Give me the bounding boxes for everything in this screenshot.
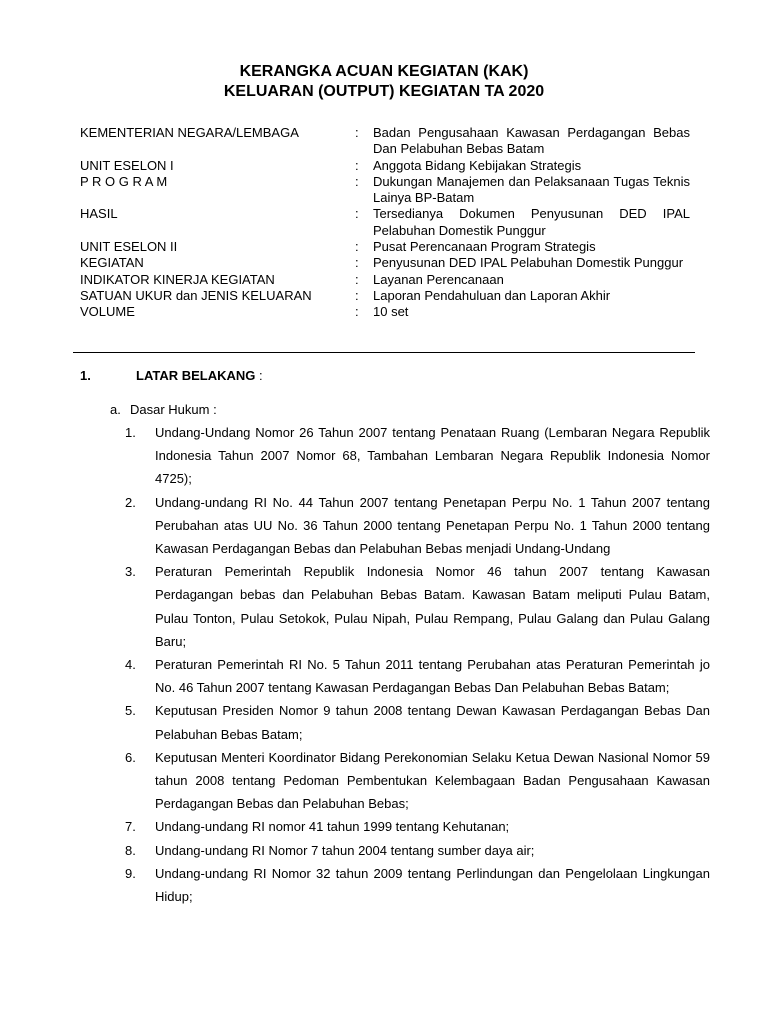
- info-value: Dukungan Manajemen dan Pelaksanaan Tugas Teknis Lainya BP-Batam: [373, 173, 690, 206]
- info-row-kegiatan: [80, 255, 690, 271]
- info-value: Pusat Perencanaan Program Strategis: [373, 239, 596, 255]
- list-item-number: 3.: [125, 564, 136, 580]
- list-item: [125, 839, 710, 862]
- list-item-number: 1.: [125, 425, 136, 440]
- info-label: UNIT ESELON I: [80, 157, 174, 173]
- list-item: [125, 560, 710, 653]
- info-colon: :: [355, 125, 359, 140]
- list-item-text: Peraturan Pemerintah Republik Indonesia Nomor 46 tahun 2007 tentang Kawasan Perdagangan bebas dan Pelabuhan Bebas Batam. Kawasan Batam meliputi Pulau Batam, Pulau Tonton, Pulau Setokok, Pulau Nipah, Pulau Rempang, Pulau Galang dan Pulau Galang Baru;: [155, 564, 710, 649]
- subsection-heading-dasar-hukum: [110, 402, 217, 418]
- info-row-volume: [80, 304, 690, 320]
- list-item-text: Keputusan Menteri Koordinator Bidang Perekonomian Selaku Ketua Dewan Nasional Nomor 59 tahun 2008 tentang Pedoman Pembentukan Kelembagaan Badan Pengusahaan Kawasan Perdagangan Bebas dan Pelabuhan Bebas;: [155, 749, 710, 812]
- info-colon: :: [355, 255, 359, 271]
- list-item-text: Undang-undang RI No. 44 Tahun 2007 tentang Penetapan Perpu No. 1 Tahun 2007 tentang Perubahan atas UU No. 36 Tahun 2000 tentang Penetapan Perpu No. 1 Tahun 2000 tentang Kawasan Perdagangan Bebas dan Pelabuhan Bebas menjadi Undang-Undang: [155, 494, 710, 557]
- list-item-number: 9.: [125, 865, 136, 881]
- info-value: Badan Pengusahaan Kawasan Perdagangan Bebas Dan Pelabuhan Bebas Batam: [373, 125, 690, 157]
- list-item-text: Peraturan Pemerintah RI No. 5 Tahun 2011 tentang Perubahan atas Peraturan Pemerintah jo No. 46 Tahun 2007 tentang Kawasan Perdagangan Bebas Dan Pelabuhan Bebas Batam;: [155, 657, 710, 696]
- info-label: P R O G R A M: [80, 173, 168, 189]
- info-row-unit-eselon-2: [80, 239, 690, 255]
- legal-basis-list: [125, 421, 710, 908]
- list-item-text: Keputusan Presiden Nomor 9 tahun 2008 tentang Dewan Kawasan Perdagangan Bebas Dan Pelabuhan Bebas Batam;: [155, 703, 710, 742]
- section-title-suffix: :: [255, 368, 263, 383]
- horizontal-divider: [73, 352, 695, 353]
- info-value: Layanan Perencanaan: [373, 271, 504, 287]
- info-row-program: [80, 174, 690, 207]
- info-value: Laporan Pendahuluan dan Laporan Akhir: [373, 287, 611, 303]
- info-value: Tersedianya Dokumen Penyusunan DED IPAL Pelabuhan Domestik Punggur: [373, 206, 690, 238]
- list-item-text: Undang-undang RI Nomor 7 tahun 2004 tentang sumber daya air;: [155, 842, 535, 858]
- info-label: KEGIATAN: [80, 255, 144, 271]
- list-item-number: 7.: [125, 819, 136, 835]
- info-row-unit-eselon-1: [80, 158, 690, 174]
- document-title: KERANGKA ACUAN KEGIATAN (KAK): [239, 63, 529, 80]
- section-number: 1.: [80, 368, 91, 383]
- info-colon: :: [355, 173, 359, 189]
- list-item: [125, 862, 710, 908]
- info-label: HASIL: [80, 206, 118, 222]
- info-row-indikator: [80, 272, 690, 288]
- list-item-text: Undang-undang RI Nomor 32 tahun 2009 tentang Perlindungan dan Pengelolaan Lingkungan Hidup;: [155, 865, 710, 905]
- info-value: Anggota Bidang Kebijakan Strategis: [373, 157, 582, 173]
- list-item-number: 6.: [125, 749, 136, 765]
- info-colon: :: [355, 157, 359, 173]
- info-label: VOLUME: [80, 304, 135, 320]
- info-colon: :: [355, 271, 359, 287]
- list-item-number: 8.: [125, 842, 136, 858]
- list-item-text: Undang-undang RI nomor 41 tahun 1999 tentang Kehutanan;: [155, 819, 510, 835]
- list-item: [125, 815, 710, 838]
- list-item: [125, 421, 710, 491]
- list-item-number: 4.: [125, 657, 136, 673]
- info-row-hasil: [80, 206, 690, 239]
- list-item: [125, 491, 710, 561]
- info-label: UNIT ESELON II: [80, 239, 178, 255]
- info-table: [80, 125, 690, 321]
- info-value: Penyusunan DED IPAL Pelabuhan Domestik Punggur: [373, 255, 684, 271]
- info-row-kementerian: [80, 125, 690, 158]
- list-item: [125, 746, 710, 816]
- subsection-letter: a.: [110, 402, 121, 417]
- info-colon: :: [355, 239, 359, 255]
- info-label: KEMENTERIAN NEGARA/LEMBAGA: [80, 125, 299, 140]
- info-colon: :: [355, 206, 359, 222]
- list-item: [125, 653, 710, 699]
- info-colon: :: [355, 287, 359, 303]
- info-label: INDIKATOR KINERJA KEGIATAN: [80, 271, 275, 287]
- info-value: 10 set: [373, 304, 409, 320]
- list-item: [125, 699, 710, 745]
- info-label: SATUAN UKUR dan JENIS KELUARAN: [80, 287, 312, 303]
- subsection-title: Dasar Hukum :: [130, 402, 217, 417]
- info-colon: :: [355, 304, 359, 320]
- document-subtitle: KELUARAN (OUTPUT) KEGIATAN TA 2020: [223, 83, 545, 100]
- section-title: LATAR BELAKANG: [136, 368, 256, 383]
- section-heading-latar-belakang: [80, 368, 263, 384]
- list-item-number: 5.: [125, 703, 136, 719]
- info-row-satuan-ukur: [80, 288, 690, 304]
- list-item-text: Undang-Undang Nomor 26 Tahun 2007 tentang Penataan Ruang (Lembaran Negara Republik Indonesia Tahun 2007 Nomor 68, Tambahan Lembaran Negara Republik Indonesia Nomor 4725);: [155, 425, 710, 487]
- list-item-number: 2.: [125, 494, 136, 510]
